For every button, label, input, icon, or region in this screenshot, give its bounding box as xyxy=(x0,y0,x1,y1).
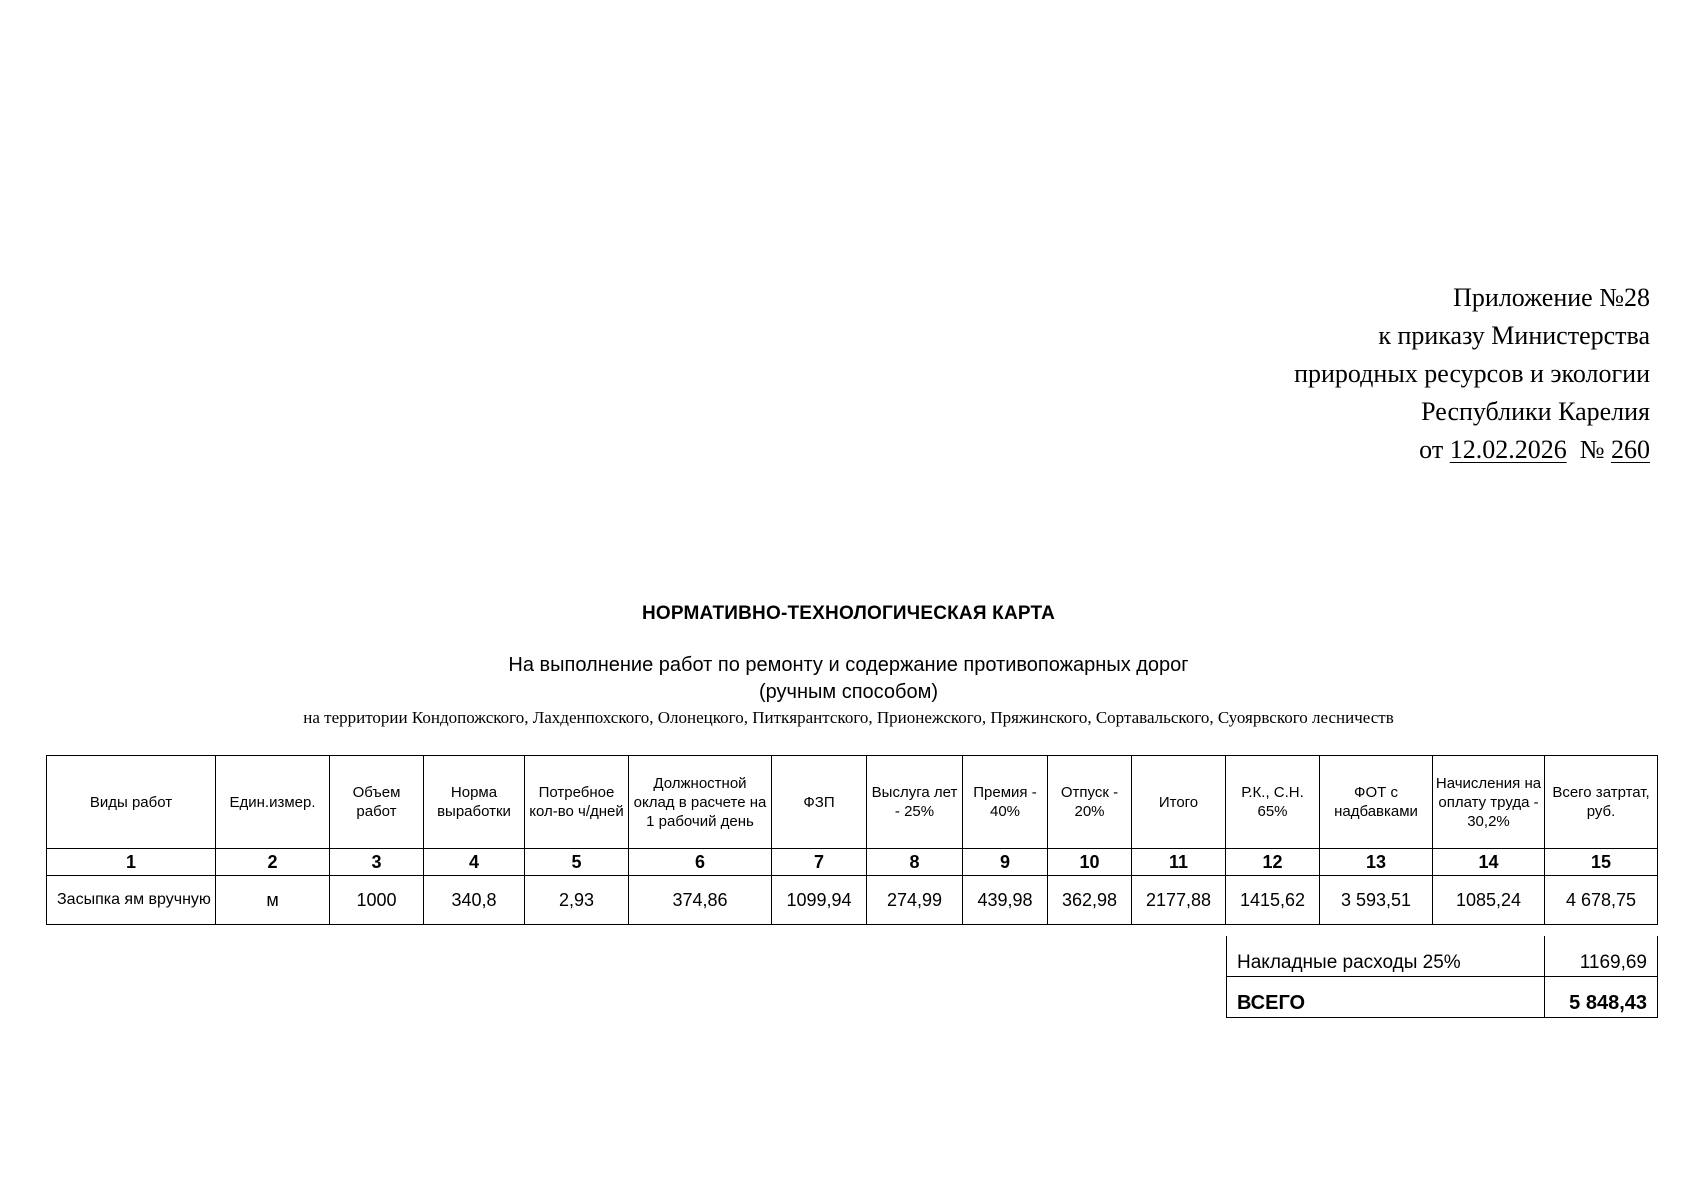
totals-table xyxy=(1226,936,1658,1018)
header-cell: Объем работ xyxy=(330,756,424,849)
appendix-line-3: природных ресурсов и экологии xyxy=(1294,359,1650,388)
norm-tech-table xyxy=(46,755,1658,925)
subtitle-line-1: На выполнение работ по ремонту и содержание противопожарных дорог xyxy=(508,654,1189,676)
table-cell: 374,86 xyxy=(629,876,772,925)
table-cell: 340,8 xyxy=(424,876,525,925)
column-number: 7 xyxy=(772,849,867,876)
overhead-row xyxy=(1227,936,1658,977)
grand-total-row xyxy=(1227,977,1658,1018)
header-cell: Премия - 40% xyxy=(963,756,1048,849)
column-number: 8 xyxy=(867,849,963,876)
column-number: 11 xyxy=(1132,849,1226,876)
work-type-cell: Засыпка ям вручную xyxy=(47,876,216,925)
header-cell: Всего затртат, руб. xyxy=(1545,756,1658,849)
column-number: 9 xyxy=(963,849,1048,876)
appendix-block xyxy=(1294,279,1650,469)
number-sign: № xyxy=(1579,435,1605,464)
appendix-date-line xyxy=(1294,431,1650,469)
header-cell: Выслуга лет - 25% xyxy=(867,756,963,849)
table-cell: 2177,88 xyxy=(1132,876,1226,925)
header-cell: Един.измер. xyxy=(216,756,330,849)
table-cell: 362,98 xyxy=(1048,876,1132,925)
column-number: 10 xyxy=(1048,849,1132,876)
subtitle-line-2: (ручным способом) xyxy=(759,681,938,703)
overhead-label: Накладные расходы 25% xyxy=(1227,936,1545,977)
header-cell: Норма выработки xyxy=(424,756,525,849)
column-number: 6 xyxy=(629,849,772,876)
header-cell: Виды работ xyxy=(47,756,216,849)
header-row xyxy=(47,756,1658,849)
document-title: НОРМАТИВНО-ТЕХНОЛОГИЧЕСКАЯ КАРТА xyxy=(641,603,1056,624)
table-cell: 1000 xyxy=(330,876,424,925)
table-cell: 4 678,75 xyxy=(1545,876,1658,925)
column-number: 2 xyxy=(216,849,330,876)
column-number: 3 xyxy=(330,849,424,876)
header-cell: Р.К., С.Н. 65% xyxy=(1226,756,1320,849)
grand-total-value: 5 848,43 xyxy=(1545,977,1658,1018)
appendix-line-4: Республики Карелия xyxy=(1421,397,1650,426)
header-cell: Должностной оклад в расчете на 1 рабочий день xyxy=(629,756,772,849)
column-number-row xyxy=(47,849,1658,876)
column-number: 5 xyxy=(525,849,629,876)
table-cell: 3 593,51 xyxy=(1320,876,1433,925)
header-cell: Отпуск - 20% xyxy=(1048,756,1132,849)
table-cell: 1085,24 xyxy=(1433,876,1545,925)
table-cell: 1415,62 xyxy=(1226,876,1320,925)
column-number: 13 xyxy=(1320,849,1433,876)
order-number: 260 xyxy=(1611,435,1650,464)
date-prefix: от xyxy=(1419,435,1444,464)
column-number: 4 xyxy=(424,849,525,876)
column-number: 12 xyxy=(1226,849,1320,876)
order-date: 12.02.2026 xyxy=(1449,435,1567,464)
table-cell: 274,99 xyxy=(867,876,963,925)
table-cell: 439,98 xyxy=(963,876,1048,925)
header-cell: Начисления на оплату труда - 30,2% xyxy=(1433,756,1545,849)
column-number: 14 xyxy=(1433,849,1545,876)
overhead-value: 1169,69 xyxy=(1545,936,1658,977)
table-row xyxy=(47,876,1658,925)
subtitle-block xyxy=(0,652,1697,706)
table-cell: 1099,94 xyxy=(772,876,867,925)
territory-line: на территории Кондопожского, Лахденпохского, Олонецкого, Питкярантского, Прионежского, Пряжинского, Сортавальского, Суоярвского лесничеств xyxy=(303,708,1394,727)
table-cell: 2,93 xyxy=(525,876,629,925)
table-cell: м xyxy=(216,876,330,925)
appendix-line-2: к приказу Министерства xyxy=(1378,321,1650,350)
header-cell: Потребное кол-во ч/дней xyxy=(525,756,629,849)
grand-total-label: ВСЕГО xyxy=(1227,977,1545,1018)
header-cell: ФЗП xyxy=(772,756,867,849)
column-number: 1 xyxy=(47,849,216,876)
header-cell: Итого xyxy=(1132,756,1226,849)
column-number: 15 xyxy=(1545,849,1658,876)
header-cell: ФОТ с надбавками xyxy=(1320,756,1433,849)
appendix-line-1: Приложение №28 xyxy=(1453,283,1650,312)
